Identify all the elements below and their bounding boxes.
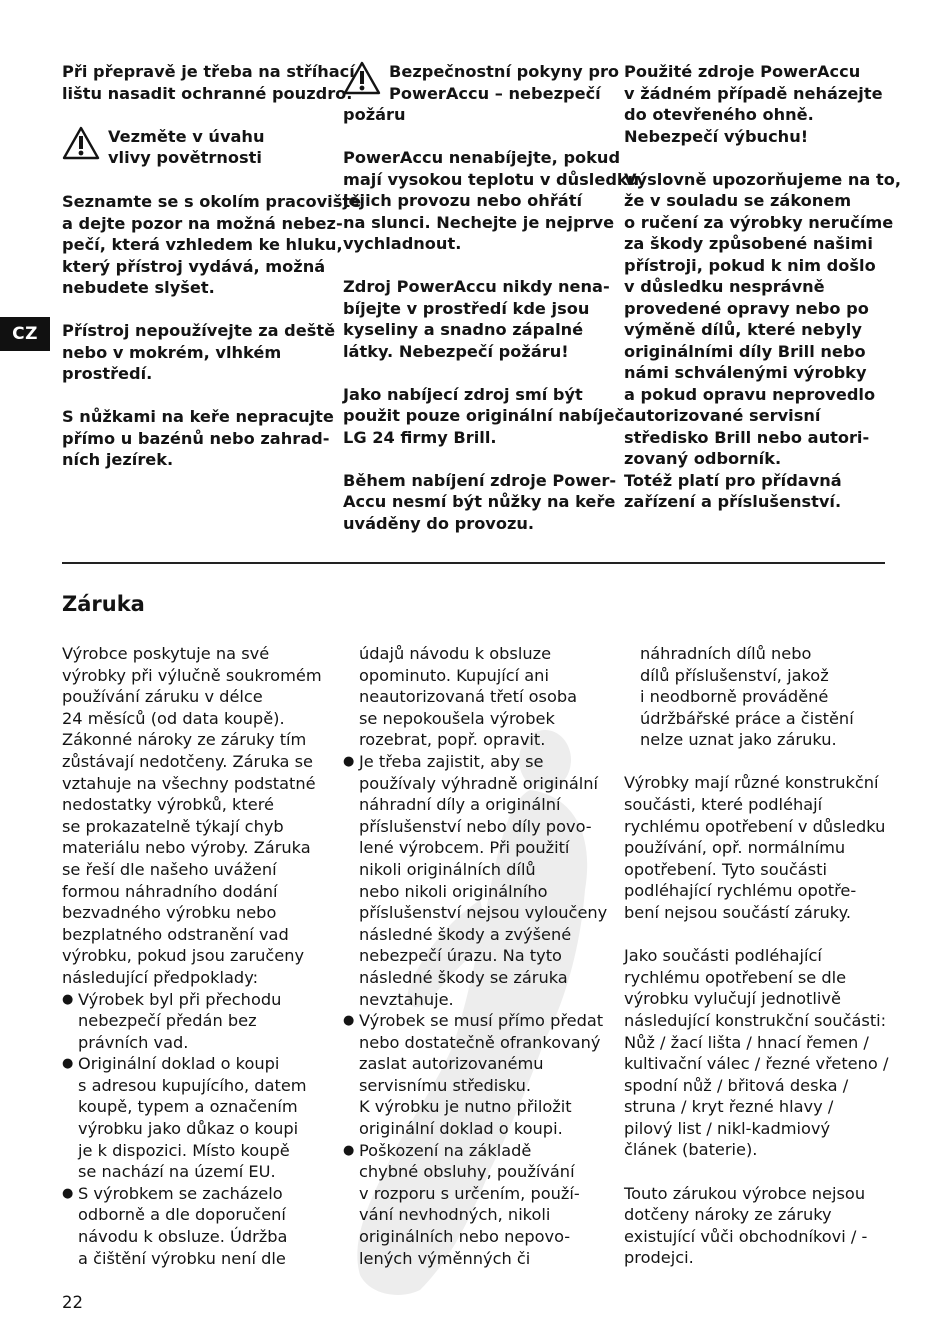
text-line: právních vad.: [78, 1032, 189, 1052]
text-line: nevztahuje.: [359, 989, 454, 1009]
text-line: Accu nesmí být nůžky na keře: [343, 492, 616, 511]
text-line: Zákonné nároky ze záruky tím: [62, 730, 307, 750]
top-column-2: [343, 61, 640, 534]
text-line: se nachází na území EU.: [78, 1162, 276, 1182]
text-line: příslušenství nebo díly povo-: [359, 816, 592, 836]
text-line: zaslat autorizovanému: [359, 1054, 544, 1074]
text-line: se nepokoušela výrobek: [359, 708, 555, 728]
acid-fire-note: [343, 276, 613, 362]
text-line: náhradní díly a originální: [359, 795, 561, 815]
text-line: Vezměte v úvahu: [108, 126, 265, 146]
text-line: v rozporu s určením, použí-: [359, 1183, 580, 1203]
text-line: námi schválenými výrobky: [624, 363, 867, 382]
text-line: podléhající rychlému opotře-: [624, 881, 857, 901]
pool-note: [62, 406, 337, 471]
text-line: neautorizovaná třetí osoba: [359, 687, 578, 707]
wear-parts-note: [624, 772, 894, 923]
text-line: Seznamte se s okolím pracoviště: [62, 192, 362, 211]
text-line: středisko Brill nebo autori-: [624, 427, 870, 447]
text-line: v žádném případě neházejte: [624, 83, 883, 103]
text-line: látky. Nebezpečí požáru!: [343, 341, 569, 361]
text-line: zovaný odborník.: [624, 449, 782, 468]
text-line: originálními díly Brill nebo: [624, 341, 866, 361]
text-line: výrobku jako důkaz o koupi: [78, 1119, 299, 1139]
text-line: prodejci.: [624, 1248, 694, 1268]
text-line: a pokud opravu neprovedlo: [624, 384, 876, 404]
text-line: opominuto. Kupující ani: [359, 665, 549, 685]
text-line: a čištění výrobku není dle: [78, 1248, 286, 1268]
text-line: Přístroj nepoužívejte za deště: [62, 321, 336, 340]
text-line: následující předpoklady:: [62, 967, 259, 987]
text-line: údajů návodu k obsluze: [359, 644, 552, 663]
bullet-item: [62, 989, 337, 1054]
text-line: nebezpečí předán bez: [78, 1011, 257, 1031]
text-line: uváděny do provozu.: [343, 513, 535, 533]
rain-note: [62, 320, 337, 385]
text-line: provedené opravy nebo po: [624, 298, 869, 318]
warranty-exclusion-continuation: [624, 643, 894, 751]
text-line: nikoli originálních dílů: [359, 859, 536, 879]
text-line: nebo nikoli originálního: [359, 881, 548, 901]
text-line: zůstávají nedotčeny. Záruka se: [62, 751, 313, 771]
text-line: náhradních dílů nebo: [640, 644, 812, 663]
text-line: výrobku vylučují jednotlivě: [624, 989, 841, 1009]
text-line: rychlému opotřebení v důsledku: [624, 816, 886, 836]
text-line: do otevřeného ohně.: [624, 105, 814, 124]
text-line: opotřebení. Tyto součásti: [624, 859, 828, 879]
text-line: Zdroj PowerAccu nikdy nena-: [343, 277, 610, 296]
warranty-column-1: [62, 643, 337, 1269]
text-line: servisnímu středisku.: [359, 1075, 532, 1095]
warranty-conditions-list: [62, 989, 337, 1270]
text-line: vztahuje na všechny podstatné: [62, 773, 316, 793]
text-line: nebo dostatečně ofrankovaný: [359, 1032, 601, 1052]
charging-operation-note: [343, 470, 617, 535]
text-line: se prokazatelně týkají chyb: [62, 816, 284, 836]
text-line: Výrobce poskytuje na své: [62, 644, 270, 663]
text-line: bíjejte v prostředí kde jsou: [343, 298, 590, 318]
bullet-item: [343, 1140, 618, 1270]
text-line: zařízení a příslušenství.: [624, 492, 842, 511]
transport-note: [62, 61, 355, 104]
text-line: LG 24 firmy Brill.: [343, 427, 497, 447]
language-tab: CZ: [0, 317, 50, 351]
text-line: vychladnout.: [343, 234, 462, 253]
text-line: chybné obsluhy, používání: [359, 1162, 575, 1182]
dealer-claims-note: [624, 1183, 894, 1269]
text-line: 24 měsíců (od data koupě).: [62, 708, 285, 728]
text-line: výměně dílů, které nebyly: [624, 320, 862, 339]
warning-triangle-icon: [62, 126, 100, 160]
text-line: používání, opř. normálnímu: [624, 838, 846, 858]
text-line: materiálu nebo výroby. Záruka: [62, 838, 311, 858]
text-line: údržbářské práce a čistění: [640, 708, 854, 728]
text-line: formou náhradního dodání: [62, 881, 278, 901]
section-title: Záruka: [62, 592, 145, 616]
text-line: používání záruku v délce: [62, 687, 263, 707]
text-line: článek (baterie).: [624, 1140, 758, 1160]
text-line: PowerAccu nenabíjejte, pokud: [343, 148, 621, 167]
text-line: součásti, které podléhají: [624, 795, 823, 815]
bullet-item: [62, 1183, 337, 1269]
wear-parts-list: [624, 945, 894, 1161]
text-line: bezplatného odstranění vad: [62, 924, 289, 944]
text-line: příslušenství nejsou vyloučeny: [359, 903, 608, 923]
text-line: přímo u bazénů nebo zahrad-: [62, 428, 330, 448]
text-line: nebezpečí úrazu. Na tyto: [359, 946, 562, 966]
text-line: Bezpečnostní pokyny pro: [389, 62, 620, 81]
text-line: autorizované servisní: [624, 406, 821, 425]
text-line: lené výrobcem. Při použití: [359, 838, 570, 858]
text-line: Touto zárukou výrobce nejsou: [624, 1183, 866, 1203]
text-line: že v souladu se zákonem: [624, 191, 852, 210]
bullet-item: [343, 1010, 618, 1140]
text-line: lených výměnných či: [359, 1248, 531, 1268]
top-column-3: [624, 61, 901, 513]
text-line: za škody způsobené našimi: [624, 234, 873, 253]
bullet-item: [62, 1053, 337, 1183]
text-line: s adresou kupujícího, datem: [78, 1075, 307, 1095]
text-line: bení nejsou součástí záruky.: [624, 903, 851, 923]
text-line: bezvadného výrobku nebo: [62, 903, 277, 923]
text-line: rychlému opotřebení se dle: [624, 967, 847, 987]
text-line: použit pouze originální nabíječ: [343, 406, 625, 425]
text-line: Během nabíjení zdroje Power-: [343, 470, 617, 490]
warranty-column-3: [624, 643, 894, 1269]
text-line: v důsledku nesprávně: [624, 277, 825, 296]
text-line: prostředí.: [62, 364, 153, 383]
bullet-item: [343, 751, 618, 1010]
text-line: nelze uznat jako záruku.: [640, 730, 837, 750]
text-line: ních jezírek.: [62, 450, 174, 469]
text-line: následné škody se záruka: [359, 967, 568, 987]
text-line: vání nevhodných, nikoli: [359, 1205, 551, 1225]
text-line: následné škody a zvýšené: [359, 924, 572, 944]
text-line: existující vůči obchodníkovi / -: [624, 1226, 868, 1246]
text-line: ● S výrobkem se zacházelo: [78, 1183, 283, 1203]
weather-warning-text: [108, 126, 337, 169]
text-line: nebo v mokrém, vlhkém: [62, 342, 282, 362]
text-line: jejich provozu nebo ohřátí: [343, 191, 583, 210]
text-line: odborně a dle doporučení: [78, 1205, 286, 1225]
text-line: dotčeny nároky ze záruky: [624, 1205, 832, 1225]
charging-heat-note: [343, 147, 640, 255]
text-line: následující konstrukční součásti:: [624, 1010, 887, 1030]
text-line: pilový list / nikl-kadmiový: [624, 1118, 831, 1138]
text-line: originální doklad o koupi.: [359, 1119, 563, 1139]
text-line: mají vysokou teplotu v důsledku: [343, 169, 640, 189]
liability-note: [624, 169, 901, 513]
poweraccu-warning: [343, 61, 620, 104]
text-line: Výslovně upozorňujeme na to,: [624, 169, 901, 189]
text-line: K výrobku je nutno přiložit: [359, 1097, 572, 1117]
poweraccu-warning-tail: požáru: [343, 105, 406, 124]
charger-note: [343, 384, 625, 449]
text-line: na slunci. Nechejte je nejprve: [343, 212, 615, 232]
text-line: pečí, která vzhledem ke hluku,: [62, 235, 343, 254]
text-line: návodu k obsluze. Údržba: [78, 1227, 288, 1247]
weather-warning: [62, 126, 337, 170]
text-line: lištu nasadit ochranné pouzdro.: [62, 83, 353, 103]
text-line: i neodborně prováděné: [640, 687, 829, 707]
page-number: 22: [62, 1293, 83, 1312]
text-line: Při přepravě je třeba na stříhací: [62, 62, 355, 81]
text-line: výrobky při výlučně soukromém: [62, 665, 322, 685]
text-line: Jako součásti podléhající: [624, 946, 822, 966]
text-line: S nůžkami na keře nepracujte: [62, 407, 334, 426]
text-line: ● Výrobek byl při přechodu: [78, 989, 282, 1009]
text-line: o ručení za výrobky neručíme: [624, 212, 894, 232]
text-line: výrobku, pokud jsou zaručeny: [62, 946, 305, 966]
text-line: který přístroj vydává, možná: [62, 256, 326, 276]
text-line: Nebezpečí výbuchu!: [624, 126, 809, 146]
text-line: používaly výhradně originální: [359, 773, 599, 793]
text-line: Jako nabíjecí zdroj smí být: [343, 384, 583, 404]
section-divider: [62, 562, 885, 564]
text-line: kyseliny a snadno zápalné: [343, 320, 584, 339]
text-line: PowerAccu – nebezpečí: [389, 83, 601, 103]
text-line: rozebrat, popř. opravit.: [359, 730, 546, 750]
text-line: Použité zdroje PowerAccu: [624, 62, 861, 81]
text-line: spodní nůž / břitová deska /: [624, 1075, 849, 1095]
text-line: originálních nebo nepovo-: [359, 1227, 571, 1247]
top-column-1: [62, 61, 362, 471]
disposal-note: [624, 61, 894, 147]
text-line: nebudete slyšet.: [62, 278, 215, 297]
poweraccu-warning-heading: [389, 61, 620, 104]
text-line: přístroji, pokud k nim došlo: [624, 255, 876, 275]
text-line: nedostatky výrobků, které: [62, 795, 274, 815]
text-line: kultivační válec / řezné vřeteno /: [624, 1054, 889, 1074]
text-line: vlivy povětrnosti: [108, 148, 262, 167]
text-line: se řeší dle našeho uvážení: [62, 859, 277, 879]
warranty-column-2: [343, 643, 618, 1269]
text-line: ● Je třeba zajistit, aby se: [359, 751, 544, 771]
warning-triangle-icon: [343, 61, 381, 95]
surroundings-note: [62, 191, 362, 299]
text-line: koupě, typem a označením: [78, 1097, 298, 1117]
text-line: je k dispozici. Místo koupě: [78, 1140, 290, 1160]
text-line: ● Originální doklad o koupi: [78, 1054, 280, 1074]
warranty-continuation: [343, 643, 618, 751]
text-line: dílů příslušenství, jakož: [640, 665, 829, 685]
text-line: ● Poškození na základě: [359, 1140, 532, 1160]
warranty-requirements-list: [343, 751, 618, 1269]
warranty-intro: [62, 643, 337, 989]
text-line: a dejte pozor na možná nebez-: [62, 213, 343, 233]
text-line: Výrobky mají různé konstrukční: [624, 773, 879, 793]
text-line: Totéž platí pro přídavná: [624, 470, 842, 490]
text-line: Nůž / žací lišta / hnací řemen /: [624, 1032, 869, 1052]
text-line: ● Výrobek se musí přímo předat: [359, 1011, 604, 1031]
text-line: struna / kryt řezné hlavy /: [624, 1097, 834, 1117]
